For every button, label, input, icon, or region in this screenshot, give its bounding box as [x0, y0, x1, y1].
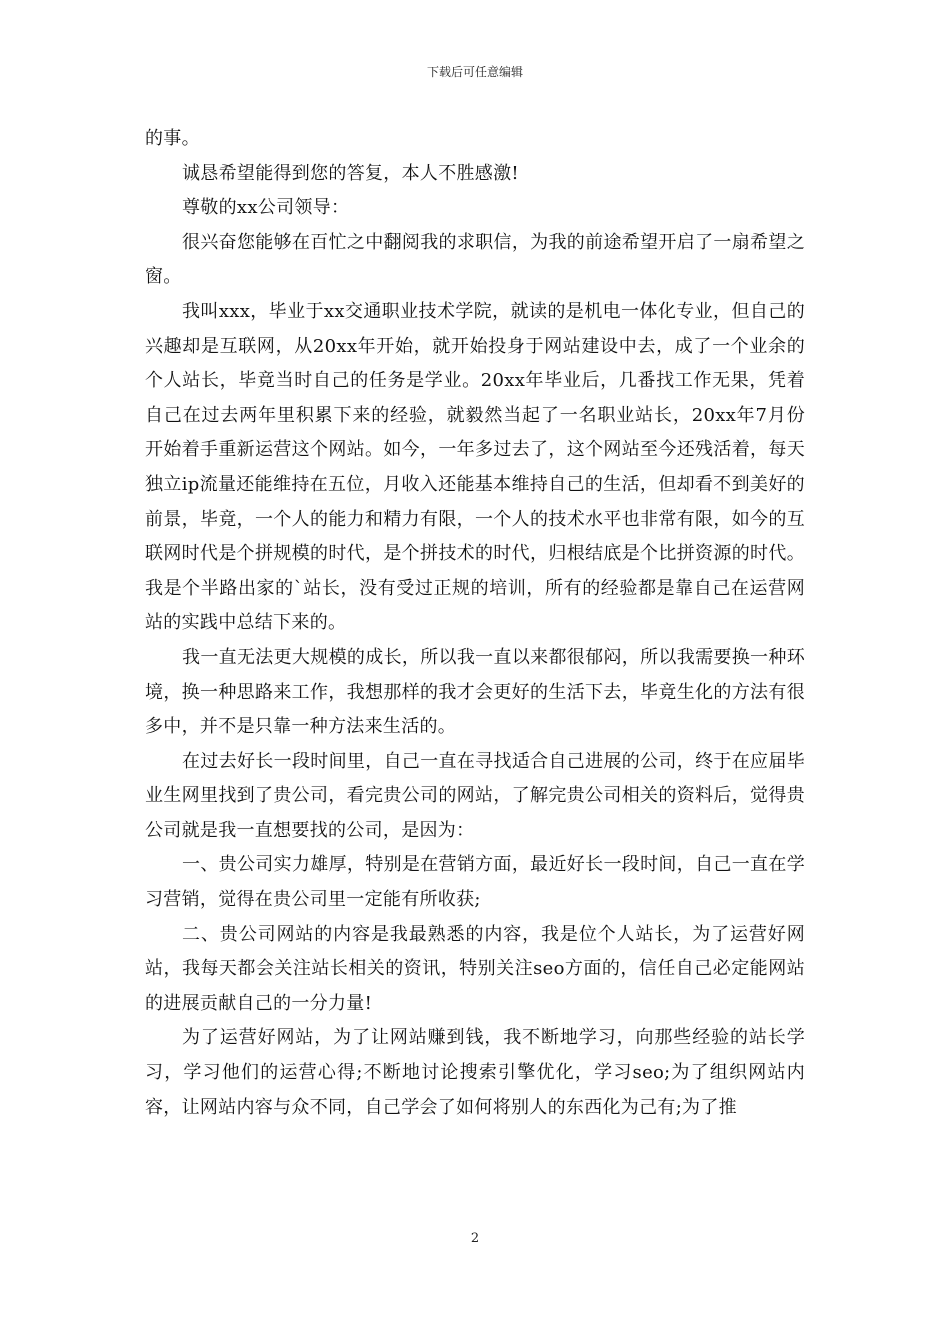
paragraph-reason-1: 一、贵公司实力雄厚，特别是在营销方面，最近好长一段时间，自己一直在学习营销，觉得在贵公司里一定能有所收获; [145, 854, 805, 911]
page-header: 下载后可任意编辑 [426, 65, 523, 79]
salutation: 尊敬的xx公司领导： [182, 197, 350, 219]
paragraph-intro: 很兴奋您能够在百忙之中翻阅我的求职信，为我的前途希望开启了一扇希望之窗。 [145, 231, 805, 288]
paragraph-motivation: 我一直无法更大规模的成长，所以我一直以来都很郁闷，所以我需要换一种环境，换一种思路来工作，我想那样的我才会更好的生活下去，毕竟生化的方法有很多中，并不是只靠一种方法来生活的。 [145, 646, 805, 738]
paragraph-1: 的事。 [145, 128, 200, 149]
paragraph-learning: 为了运营好网站，为了让网站赚到钱，我不断地学习，向那些经验的站长学习，学习他们的运营心得;不断地讨论搜索引擎优化，学习seo;为了组织网站内容，让网站内容与众不同，自己学会了如何将别人的东西化为己有;为了推 [145, 1027, 805, 1118]
paragraph-2: 诚恳希望能得到您的答复，本人不胜感激! [182, 162, 519, 184]
paragraph-background: 我叫xxx，毕业于xx交通职业技术学院，就读的是机电一体化专业，但自己的兴趣却是互联网，从20xx年开始，就开始投身于网站建设中去，成了一个业余的个人站长，毕竟当时自己的任务是学业。20xx年毕业后，几番找工作无果，凭着自己在过去两年里积累下来的经验，就毅然当起了一名职业站长，20xx年7月份开始着手重新运营这个网站。如今，一年多过去了，这个网站至今还残活着，每天独立ip流量还能维持在五位，月收入还能基本维持自己的生活，但却看不到美好的前景，毕竟，一个人的能力和精力有限，一个人的技术水平也非常有限，如今的互联网时代是个拼规模的时代，是个拼技术的时代，归根结底是个比拼资源的时代。我是个半路出家的`站长，没有受过正规的培训，所有的经验都是靠自己在运营网站的实践中总结下来的。 [145, 300, 805, 634]
page-number: 2 [470, 1231, 480, 1246]
paragraph-search: 在过去好长一段时间里，自己一直在寻找适合自己进展的公司，终于在应届毕业生网里找到了贵公司，看完贵公司的网站，了解完贵公司相关的资料后，觉得贵公司就是我一直想要找的公司，是因为： [145, 750, 805, 841]
document-body [145, 122, 805, 1125]
paragraph-reason-2: 二、贵公司网站的内容是我最熟悉的内容，我是位个人站长，为了运营好网站，我每天都会关注站长相关的资讯，特别关注seo方面的，信任自己必定能网站的进展贡献自己的一分力量! [145, 923, 805, 1014]
